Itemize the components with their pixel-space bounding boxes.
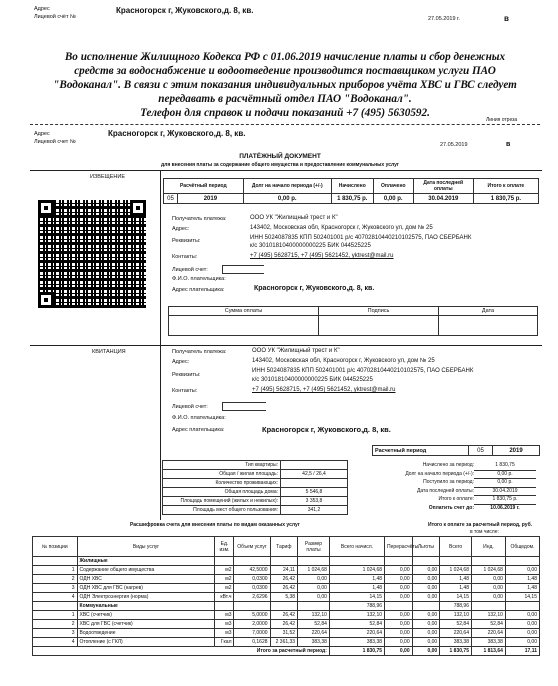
table-cell: ОДН Электроэнергия (норма)	[77, 593, 215, 602]
table-cell: 2	[33, 620, 78, 629]
calc-header-fee: Размер платы	[298, 537, 330, 557]
table-cell: 0,00	[412, 575, 440, 584]
table-cell: 1,48	[329, 584, 384, 593]
receipt-address-label: Адрес:	[172, 359, 190, 365]
receipt-period-month: 05	[469, 446, 493, 456]
notice-section-label: ИЗВЕЩЕНИЕ	[90, 174, 126, 180]
table-cell: Гкал	[215, 638, 234, 647]
address-value: 143402, Московская обл, Красногорск г, Жуковского ул, дом № 25	[250, 225, 433, 231]
header2-address-label: Адрес	[34, 131, 50, 137]
table-row	[33, 620, 540, 629]
table-cell: 0,00	[412, 620, 440, 629]
table-cell	[505, 602, 539, 611]
apt-row-value: 341,2	[281, 506, 348, 515]
table-total-row	[33, 647, 540, 656]
header2-date: 27.05.2019	[440, 142, 468, 148]
table-cell: 0,00	[505, 638, 539, 647]
table-cell: 0,00	[385, 620, 413, 629]
table-cell: 0,00	[385, 638, 413, 647]
table-cell: 132,10	[329, 611, 384, 620]
calc-title: Расшифровка счета для внесения платы по видам оказанных услуг	[130, 522, 300, 528]
summary-label: Начислено за период:	[422, 462, 474, 468]
table-cell: 0,00	[298, 584, 330, 593]
table-cell: Содержание общего имущества	[77, 566, 215, 575]
table-cell: 0,00	[412, 584, 440, 593]
table-cell: 220,64	[298, 629, 330, 638]
period-paid: 0,00 р.	[373, 194, 413, 204]
apartment-table	[162, 460, 348, 515]
table-cell: 0,00	[505, 620, 539, 629]
period-accrued: 1 830,75 р.	[331, 194, 373, 204]
table-cell: м2	[215, 584, 234, 593]
cut-line	[30, 124, 540, 125]
contacts-label: Контакты:	[172, 254, 198, 260]
receipt-account-label: Лицевой счет:	[172, 404, 208, 410]
calc-header-tariff: Тариф	[270, 537, 298, 557]
summary-row	[378, 479, 540, 488]
top-address: Красногорск г, Жуковского,д. 8, кв.	[116, 6, 254, 15]
payer-address-label: Адрес плательщика:	[172, 287, 225, 293]
receipt-period-table	[372, 445, 540, 456]
top-mark: в	[504, 14, 509, 23]
table-cell: 24,11	[270, 566, 298, 575]
top-account-label: Лицевой счёт №	[34, 14, 76, 20]
table-cell: Отопление (с ГКЛ)	[77, 638, 215, 647]
period-header-4: Дата последней оплаты	[413, 179, 473, 194]
summary-value: 0,00 р.	[474, 479, 536, 488]
table-cell: м3	[215, 629, 234, 638]
table-cell: 0,00	[412, 629, 440, 638]
top-address-label: Адрес	[34, 6, 50, 12]
summary-row	[378, 488, 540, 497]
period-header-2: Начислено	[331, 179, 373, 194]
apt-row-label: Тип квартиры:	[163, 461, 281, 470]
table-cell: 0,1628	[234, 638, 270, 647]
table-cell: 42,5000	[234, 566, 270, 575]
doc-subtitle: для внесения платы за содержание общего имущества и предоставление коммунальных услуг	[160, 162, 399, 168]
requisites-label: Реквизиты:	[172, 238, 201, 244]
account-label: Лицевой счет:	[172, 267, 208, 273]
table-row	[33, 638, 540, 647]
calc-header-total-accrued: Всего начисл.	[329, 537, 384, 557]
table-cell: 788,96	[440, 602, 472, 611]
summary-block	[378, 462, 540, 513]
calc-total-cell: 0,00	[412, 647, 440, 656]
summary-label: Оплатить счет до:	[428, 504, 474, 511]
table-cell: 4	[33, 638, 78, 647]
table-cell: 383,38	[298, 638, 330, 647]
table-cell	[412, 557, 440, 566]
receipt-requisites-line-2: к/с 30101810400000000225 БИК 044525225	[252, 377, 373, 383]
table-cell: 1,48	[440, 584, 472, 593]
summary-value: 0,00 р.	[474, 471, 536, 480]
summary-row	[378, 471, 540, 480]
calc-total-label: Итого за расчетный период:	[33, 647, 330, 656]
table-cell	[33, 557, 78, 566]
calc-total-cell: 17,11	[505, 647, 539, 656]
sign-label: Подпись	[319, 307, 439, 316]
calc-total-cell: 1 830,75	[329, 647, 384, 656]
table-cell: 52,84	[471, 620, 505, 629]
table-cell: 383,38	[329, 638, 384, 647]
apt-row-label: Общая площадь дома:	[163, 488, 281, 497]
table-cell: 14,15	[329, 593, 384, 602]
table-cell: 132,10	[440, 611, 472, 620]
table-cell: Жилищные	[77, 557, 215, 566]
frame-mid	[30, 345, 542, 346]
table-cell: м2	[215, 575, 234, 584]
table-cell: 0,00	[505, 566, 539, 575]
payer-address-value: Красногорск г, Жуковского,д. 8, кв.	[254, 285, 375, 292]
table-row	[33, 611, 540, 620]
table-cell: 0,0300	[234, 575, 270, 584]
table-cell: 2,6296	[234, 593, 270, 602]
table-row	[33, 566, 540, 575]
period-year: 2019	[178, 194, 244, 204]
table-cell: 0,00	[385, 575, 413, 584]
notice-line-3: "Водоканал". В связи с этим показания индивидуальных приборов учёта ХВС и ГВС следует	[53, 79, 517, 91]
summary-value: 10.06.2019 г.	[490, 504, 520, 511]
table-cell	[505, 557, 539, 566]
period-total: 1 830,75 р.	[473, 194, 538, 204]
table-row	[33, 602, 540, 611]
account-input[interactable]	[222, 265, 264, 274]
table-cell: 1 024,68	[440, 566, 472, 575]
table-cell: 52,84	[298, 620, 330, 629]
qr-code	[38, 200, 146, 308]
table-cell: 1 024,68	[329, 566, 384, 575]
receipt-payee-value: ООО УК "Жилищный трест и К"	[252, 348, 340, 354]
table-cell: ХВС (счетчик)	[77, 611, 215, 620]
table-cell: 220,64	[471, 629, 505, 638]
requisites-line-2: к/с 30101810400000000225 БИК 044525225	[250, 243, 371, 249]
header2-mark: в	[506, 141, 511, 148]
apt-row-value: 3 353,8	[281, 497, 348, 506]
summary-label: Итого к оплате:	[438, 496, 474, 502]
table-cell: 26,42	[270, 620, 298, 629]
table-cell: 26,42	[270, 575, 298, 584]
receipt-payer-address-label: Адрес плательщика:	[172, 427, 225, 433]
table-cell: 1,48	[329, 575, 384, 584]
receipt-payee-label: Получатель платежа:	[172, 349, 227, 355]
table-row	[33, 575, 540, 584]
calc-header-service: Виды услуг	[77, 537, 215, 557]
receipt-account-input[interactable]	[222, 402, 266, 411]
period-month: 05	[164, 194, 178, 204]
calc-header-benefits: Льготы	[412, 537, 440, 557]
table-cell: 14,15	[505, 593, 539, 602]
qr-finder-bl	[38, 292, 54, 308]
calc-body	[33, 557, 540, 656]
table-cell	[215, 602, 234, 611]
table-cell	[234, 557, 270, 566]
frame-top	[30, 170, 542, 171]
date-label: Дата	[439, 307, 538, 316]
calc-right-title: Итого к оплате за расчетный период, руб.	[428, 522, 533, 528]
table-cell	[33, 602, 78, 611]
address-label: Адрес:	[172, 226, 190, 232]
table-cell	[471, 602, 505, 611]
receipt-address-value: 143402, Московская обл, Красногорск г, Жуковского ул, дом № 25	[252, 358, 435, 364]
receipt-payer-address-value: Красногорск г, Жуковского,д. 8, кв.	[262, 425, 391, 434]
table-cell: 1,48	[505, 575, 539, 584]
table-cell: 383,38	[440, 638, 472, 647]
table-row	[33, 584, 540, 593]
apt-row-value	[281, 479, 348, 488]
table-cell: 2,0000	[234, 620, 270, 629]
table-cell: 26,42	[270, 611, 298, 620]
receipt-period-label: Расчетный период	[373, 446, 469, 456]
date-cell[interactable]	[439, 316, 538, 336]
table-cell: м3	[215, 620, 234, 629]
table-cell	[471, 557, 505, 566]
table-cell: 0,00	[412, 638, 440, 647]
table-cell: 0,00	[505, 629, 539, 638]
table-cell: 0,00	[385, 584, 413, 593]
table-cell: Водоотведение	[77, 629, 215, 638]
fio-label: Ф.И.О. плательщика:	[172, 276, 226, 282]
calc-header-common: Общедом.	[505, 537, 539, 557]
apt-row-label: Количество проживающих:	[163, 479, 281, 488]
table-cell: 52,84	[440, 620, 472, 629]
table-cell: 1	[33, 611, 78, 620]
summary-label: Долг на начало периода (+/-):	[405, 470, 474, 477]
table-cell: 52,84	[329, 620, 384, 629]
qr-finder-tl	[38, 200, 54, 216]
calc-total-cell: 0,00	[385, 647, 413, 656]
top-date: 27.05.2019 г.	[428, 16, 460, 22]
table-cell: 1	[33, 566, 78, 575]
period-header-0: Расчётный период	[164, 179, 244, 194]
receipt-requisites-label: Реквизиты:	[172, 372, 201, 378]
table-cell	[385, 557, 413, 566]
table-cell	[385, 602, 413, 611]
requisites-line-1: ИНН 5024087835 КПП 502401001 р/с 40702810440210102575, ПАО СБЕРБАНК	[250, 235, 472, 241]
period-header-5: Итого к оплате	[473, 179, 538, 194]
table-cell: 0,0300	[234, 584, 270, 593]
table-cell: 0,00	[385, 593, 413, 602]
table-cell: 220,64	[440, 629, 472, 638]
header2-account-label: Лицевой счет №	[34, 139, 76, 145]
table-cell: 0,00	[412, 593, 440, 602]
contacts-value: +7 (495) 5628715, +7 (495) 5621452, yktrest@mail.ru	[250, 253, 394, 259]
notice-line-5: Телефон для справок и подачи показаний +7 (495) 5630592.	[140, 107, 430, 119]
sum-cell[interactable]	[169, 316, 319, 336]
calc-header-unit: Ед. изм.	[215, 537, 234, 557]
table-cell: 0,00	[471, 584, 505, 593]
table-cell	[329, 557, 384, 566]
table-cell: ХВС для ГВС (счетчик)	[77, 620, 215, 629]
table-row	[33, 593, 540, 602]
calc-table	[32, 536, 540, 656]
calc-header-recalc: Перерасчёты	[385, 537, 413, 557]
table-cell: ОДН ХВС для ГВС (нагрев)	[77, 584, 215, 593]
summary-value: 1 830,75	[474, 462, 536, 471]
table-cell: 132,10	[471, 611, 505, 620]
summary-label: Дата последней оплаты:	[416, 487, 474, 494]
table-cell: 5,38	[270, 593, 298, 602]
payee-value: ООО УК "Жилищный трест и К"	[250, 215, 338, 221]
table-cell: 0,00	[412, 611, 440, 620]
summary-value: 1 830,75 р.	[474, 496, 536, 505]
table-cell: 220,64	[329, 629, 384, 638]
table-cell: 383,38	[471, 638, 505, 647]
table-cell: 0,00	[385, 629, 413, 638]
table-cell: 2 361,33	[270, 638, 298, 647]
period-table	[163, 178, 539, 204]
apt-row-label: Площадь мест общего пользования:	[163, 506, 281, 515]
header2-address: Красногорск г, Жуковского,д. 8, кв.	[108, 129, 246, 138]
calc-total-cell: 1 830,75	[440, 647, 472, 656]
table-cell	[270, 557, 298, 566]
table-cell: 132,10	[298, 611, 330, 620]
period-debt: 0,00 р.	[243, 194, 331, 204]
summary-row	[378, 505, 540, 514]
table-cell: 1 024,68	[298, 566, 330, 575]
receipt-contacts-value: +7 (495) 5628715, +7 (495) 5621452, yktrest@mail.ru	[252, 387, 396, 393]
calc-header-volume: Объем услуг	[234, 537, 270, 557]
table-cell	[412, 602, 440, 611]
table-cell: Коммунальные	[77, 602, 215, 611]
table-cell: 0,00	[385, 611, 413, 620]
table-cell: 0,00	[298, 575, 330, 584]
table-cell: 26,42	[270, 584, 298, 593]
cut-line-label: Линия отреза	[486, 117, 518, 123]
table-cell: 0,00	[471, 593, 505, 602]
calc-right-sub: в том числе:	[470, 529, 499, 535]
table-cell: 0,00	[471, 575, 505, 584]
summary-value: 30.04.2019	[474, 488, 536, 497]
period-header-1: Долг на начало периода (+/-)	[243, 179, 331, 194]
table-cell	[234, 602, 270, 611]
apt-row-value: 42,5 / 26,4	[281, 470, 348, 479]
table-cell: 788,96	[329, 602, 384, 611]
payment-sign-table	[168, 306, 538, 336]
table-cell: 0,00	[385, 566, 413, 575]
doc-title: ПЛАТЁЖНЫЙ ДОКУМЕНТ	[239, 153, 321, 160]
notice-line-1: Во исполнение Жилищного Кодекса РФ с 01.06.2019 начисление платы и сбор денежных	[64, 51, 506, 63]
apt-row-value	[281, 461, 348, 470]
table-cell: 1,48	[505, 584, 539, 593]
summary-label: Поступило за период:	[423, 479, 474, 485]
qr-finder-tr	[130, 200, 146, 216]
receipt-period-year: 2019	[493, 446, 540, 456]
receipt-requisites-line-1: ИНН 5024087835 КПП 502401001 р/с 40702810440210102575, ПАО СБЕРБАНК	[252, 368, 474, 374]
table-cell: 3	[33, 629, 78, 638]
receipt-section-label: КВИТАНЦИЯ	[92, 349, 126, 355]
summary-row	[378, 496, 540, 505]
notice-line-2: средств за водоснабжение и водоотведение производится поставщиком услуги ПАО	[74, 65, 496, 77]
table-cell: 2	[33, 575, 78, 584]
table-cell: 0,00	[505, 611, 539, 620]
table-cell: ОДН ХВС	[77, 575, 215, 584]
table-cell: 31,52	[270, 629, 298, 638]
apt-row-label: Общая / жилая площадь:	[163, 470, 281, 479]
table-cell	[298, 602, 330, 611]
table-cell: 4	[33, 593, 78, 602]
table-cell: м2	[215, 566, 234, 575]
table-cell: 14,15	[440, 593, 472, 602]
table-cell	[215, 557, 234, 566]
table-cell: 5,0000	[234, 611, 270, 620]
table-cell: 0,00	[298, 593, 330, 602]
table-cell: 7,0000	[234, 629, 270, 638]
calc-header-pos: № позиции	[33, 537, 78, 557]
calc-total-cell: 1 813,64	[471, 647, 505, 656]
period-last-payment: 30.04.2019	[413, 194, 473, 204]
receipt-fio-label: Ф.И.О. плательщика:	[172, 415, 226, 421]
apt-row-label: Площадь помещений (жилых и нежилых):	[163, 497, 281, 506]
notice-text	[40, 50, 530, 120]
summary-row	[378, 462, 540, 471]
table-cell	[440, 557, 472, 566]
table-cell: кВт.ч	[215, 593, 234, 602]
payee-label: Получатель платежа:	[172, 216, 227, 222]
table-cell	[270, 602, 298, 611]
sum-label: Сумма оплаты	[169, 307, 319, 316]
table-row	[33, 629, 540, 638]
table-cell: 1 024,68	[471, 566, 505, 575]
table-cell: м3	[215, 611, 234, 620]
calc-header-all: Всего	[440, 537, 472, 557]
notice-line-4: передавать в расчётный отдел ПАО "Водоканал".	[158, 93, 412, 105]
table-cell: 0,00	[412, 566, 440, 575]
apt-row-value: 5 546,8	[281, 488, 348, 497]
calc-header-ind: Инд.	[471, 537, 505, 557]
table-cell: 1,48	[440, 575, 472, 584]
table-row	[33, 557, 540, 566]
table-cell: 3	[33, 584, 78, 593]
sign-cell[interactable]	[319, 316, 439, 336]
period-header-3: Оплачено	[373, 179, 413, 194]
table-cell	[298, 557, 330, 566]
receipt-contacts-label: Контакты:	[172, 388, 198, 394]
